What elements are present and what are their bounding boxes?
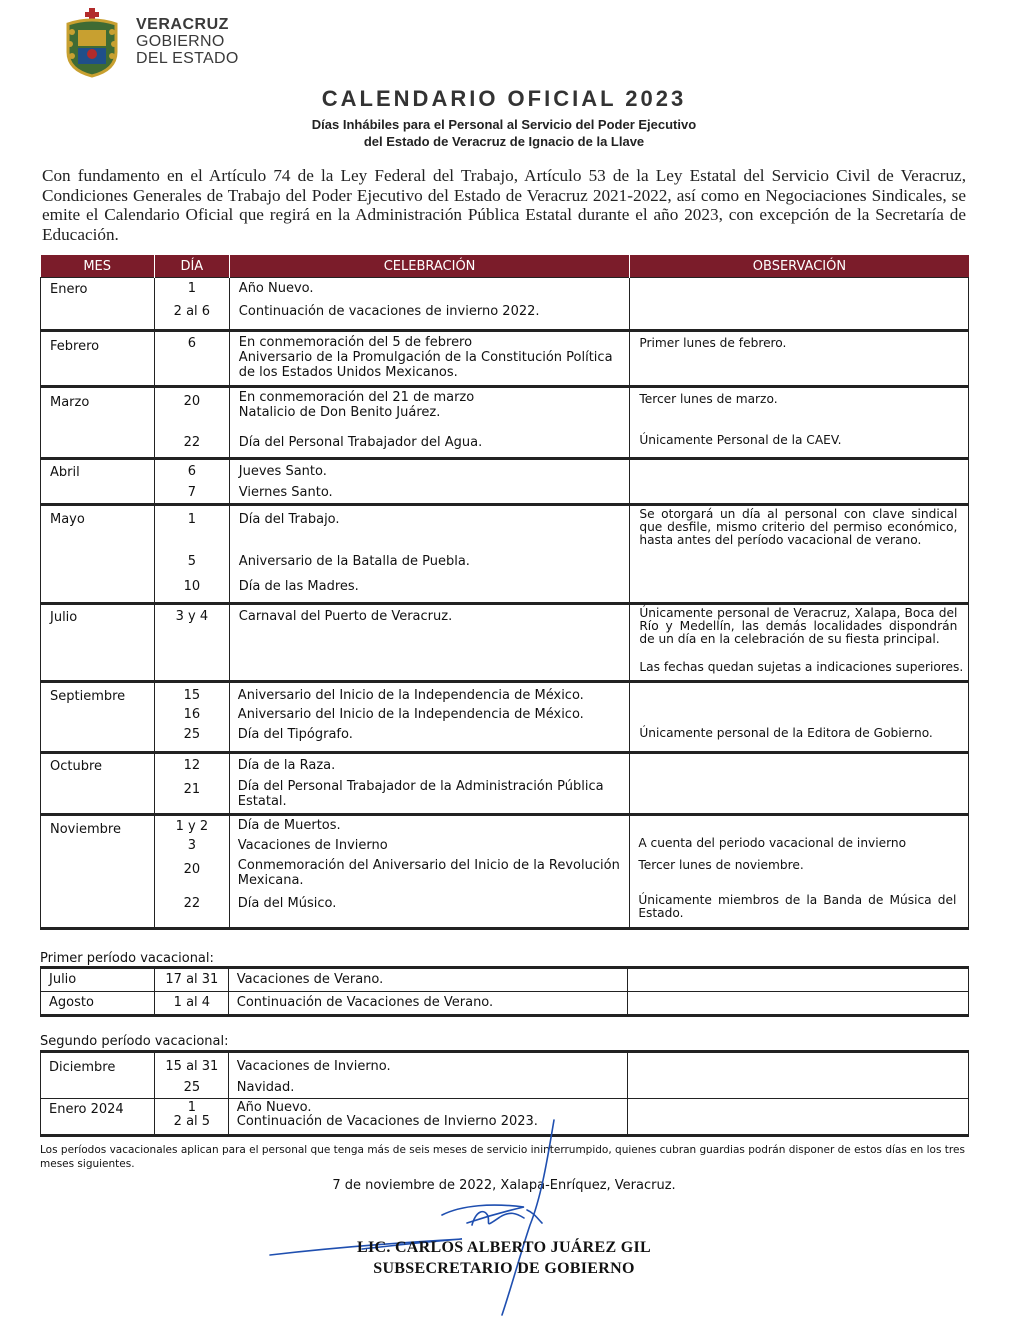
calendar-table (40, 255, 969, 930)
celebracion: Continuación de vacaciones de invierno 2022. (238, 304, 540, 319)
dia: 1 (187, 512, 197, 527)
observacion: Tercer lunes de noviembre. (638, 858, 804, 872)
observacion: Se otorgará un día al personal con clave sindical que desfile, mismo criterio del permiso económico, hasta antes del período vacacional de verano. (639, 507, 958, 547)
table-row (41, 1052, 969, 1099)
celebracion: Día de la Raza. (237, 758, 336, 773)
signatory-position: SUBSECRETARIO DE GOBIERNO (373, 1260, 635, 1277)
celebracion: Día de Muertos. (237, 818, 341, 833)
mes: Enero 2024 (49, 1102, 124, 1117)
celebracion: Día del Personal Trabajador de la Administración Pública (237, 779, 604, 794)
celebracion: Año Nuevo. (236, 1100, 312, 1115)
celebracion: Continuación de Vacaciones de Invierno 2023. (236, 1114, 538, 1129)
table-row (41, 992, 969, 1016)
brand-line2: GOBIERNO (136, 33, 225, 50)
dia: 15 (183, 688, 201, 703)
dia: 15 al 31 (165, 1059, 219, 1074)
vacation-period-1-label: Primer período vacacional: (40, 951, 214, 966)
mes-marzo: Marzo (50, 395, 90, 410)
mes-noviembre: Noviembre (50, 822, 121, 837)
table-row (41, 753, 969, 815)
observacion: Las fechas quedan sujetas a indicaciones superiores. (639, 660, 964, 674)
celebracion: Vacaciones de Invierno (237, 838, 388, 853)
celebracion: Vacaciones de Invierno. (236, 1059, 391, 1074)
observacion: A cuenta del periodo vacacional de invierno (638, 836, 907, 850)
dia: 22 (183, 435, 201, 450)
observacion: Únicamente miembros de la Banda de Música del Estado. (638, 893, 957, 920)
celebracion: Jueves Santo. (238, 464, 327, 479)
celebracion: Día del Trabajo. (238, 512, 340, 527)
table-row (41, 459, 969, 505)
dia: 10 (183, 579, 201, 594)
dia: 1 (187, 1100, 197, 1115)
observacion: Primer lunes de febrero. (639, 336, 787, 350)
header-observacion: OBSERVACIÓN (630, 255, 969, 278)
mes-mayo: Mayo (50, 512, 85, 527)
mes-septiembre: Septiembre (50, 689, 126, 704)
dia: 22 (183, 896, 201, 911)
celebracion: Estatal. (237, 794, 287, 809)
celebracion: Aniversario del Inicio de la Independencia de México. (237, 688, 584, 703)
celebracion: de los Estados Unidos Mexicanos. (238, 365, 458, 380)
table-row (41, 278, 969, 331)
celebracion: Aniversario del Inicio de la Independencia de México. (237, 707, 584, 722)
brand (136, 16, 239, 67)
header-celebracion: CELEBRACIÓN (229, 255, 630, 278)
dia: 20 (183, 862, 201, 877)
mes-enero: Enero (50, 282, 88, 297)
celebracion: Vacaciones de Verano. (236, 972, 384, 987)
footnote: Los períodos vacacionales aplican para el personal que tenga más de seis meses de servicio ininterrumpido, quienes cubran guardias podrán disponer de estos días en los tres meses siguientes. (40, 1144, 965, 1170)
observacion: Únicamente Personal de la CAEV. (639, 433, 842, 447)
dia: 1 (187, 281, 197, 296)
vacation-period-2-label: Segundo período vacacional: (40, 1034, 229, 1049)
table-row (41, 968, 969, 992)
table-row (41, 604, 969, 682)
dia: 2 al 6 (173, 304, 211, 319)
celebracion: Año Nuevo. (238, 281, 314, 296)
dia: 25 (183, 1080, 201, 1095)
dia: 20 (183, 394, 201, 409)
celebracion: Día del Personal Trabajador del Agua. (238, 435, 483, 450)
table-row (41, 387, 969, 459)
dia: 2 al 5 (173, 1114, 211, 1129)
dia: 17 al 31 (165, 972, 219, 987)
celebracion: Día del Tipógrafo. (237, 727, 353, 742)
subtitle-line2: del Estado de Veracruz de Ignacio de la Llave (363, 134, 645, 149)
dia: 1 al 4 (173, 995, 211, 1010)
celebracion: En conmemoración del 5 de febrero (238, 335, 473, 350)
celebracion: Día de las Madres. (238, 579, 359, 594)
page-title: CALENDARIO OFICIAL 2023 (321, 86, 687, 111)
dia: 25 (183, 727, 201, 742)
celebracion: Viernes Santo. (238, 485, 333, 500)
vacation-table-1 (40, 966, 969, 1017)
signatory-name: LIC. CARLOS ALBERTO JUÁREZ GIL (357, 1239, 651, 1256)
veracruz-coat-of-arms-icon (60, 8, 124, 78)
celebracion: Mexicana. (237, 873, 304, 888)
dia: 6 (187, 336, 197, 351)
celebracion: Carnaval del Puerto de Veracruz. (238, 609, 453, 624)
dia: 3 (187, 838, 197, 853)
brand-line1: VERACRUZ (136, 16, 229, 33)
celebracion: Continuación de Vacaciones de Verano. (236, 995, 494, 1010)
celebracion: Día del Músico. (237, 896, 337, 911)
mes-abril: Abril (50, 465, 80, 480)
celebracion: Aniversario de la Batalla de Puebla. (238, 554, 470, 569)
dia: 3 y 4 (175, 609, 209, 624)
dia: 1 y 2 (175, 819, 209, 834)
subtitle-line1: Días Inhábiles para el Personal al Servicio del Poder Ejecutivo (311, 117, 697, 132)
dia: 21 (183, 782, 201, 797)
table-header-row (41, 255, 969, 278)
table-row (41, 331, 969, 387)
mes: Julio (49, 972, 77, 987)
table-row (41, 682, 969, 753)
mes-febrero: Febrero (50, 339, 100, 354)
celebracion: Natalicio de Don Benito Juárez. (238, 405, 441, 420)
celebracion: Conmemoración del Aniversario del Inicio de la Revolución (237, 858, 620, 873)
dia: 7 (187, 485, 197, 500)
intro-paragraph: Con fundamento en el Artículo 74 de la Ley Federal del Trabajo, Artículo 53 de la Ley Estatal del Servicio Civil de Veracruz, Condiciones Generales de Trabajo del Poder Ejecutivo del Estado de Veracruz 2021-2022, así como en Negociaciones Sindicales, se emite el Calendario Oficial que regirá en la Administración Pública Estatal durante el año 2023, con excepción de la Secretaría de Educación. (42, 166, 966, 244)
celebracion: En conmemoración del 21 de marzo (238, 390, 475, 405)
mes-julio: Julio (50, 610, 78, 625)
dia: 5 (187, 554, 197, 569)
header-dia: DÍA (154, 255, 229, 278)
dia: 16 (183, 707, 201, 722)
mes: Diciembre (49, 1060, 116, 1075)
celebracion: Navidad. (236, 1080, 295, 1095)
table-row (41, 815, 969, 929)
dia: 6 (187, 464, 197, 479)
celebracion: Aniversario de la Promulgación de la Constitución Política (238, 350, 613, 365)
mes: Agosto (49, 995, 94, 1010)
header-mes: MES (41, 255, 155, 278)
handwritten-signature (262, 1115, 582, 1320)
mes-octubre: Octubre (50, 759, 103, 774)
observacion: Tercer lunes de marzo. (639, 392, 778, 406)
observacion: Únicamente personal de Veracruz, Xalapa, Boca del Río y Medellín, las demás localidades dispondrán de un día en la celebración de su fiesta principal. (639, 606, 958, 646)
brand-line3: DEL ESTADO (136, 50, 239, 67)
dia: 12 (183, 758, 201, 773)
table-row (41, 505, 969, 604)
observacion: Únicamente personal de la Editora de Gobierno. (639, 726, 933, 740)
date-line: 7 de noviembre de 2022, Xalapa-Enríquez, Veracruz. (332, 1178, 676, 1193)
